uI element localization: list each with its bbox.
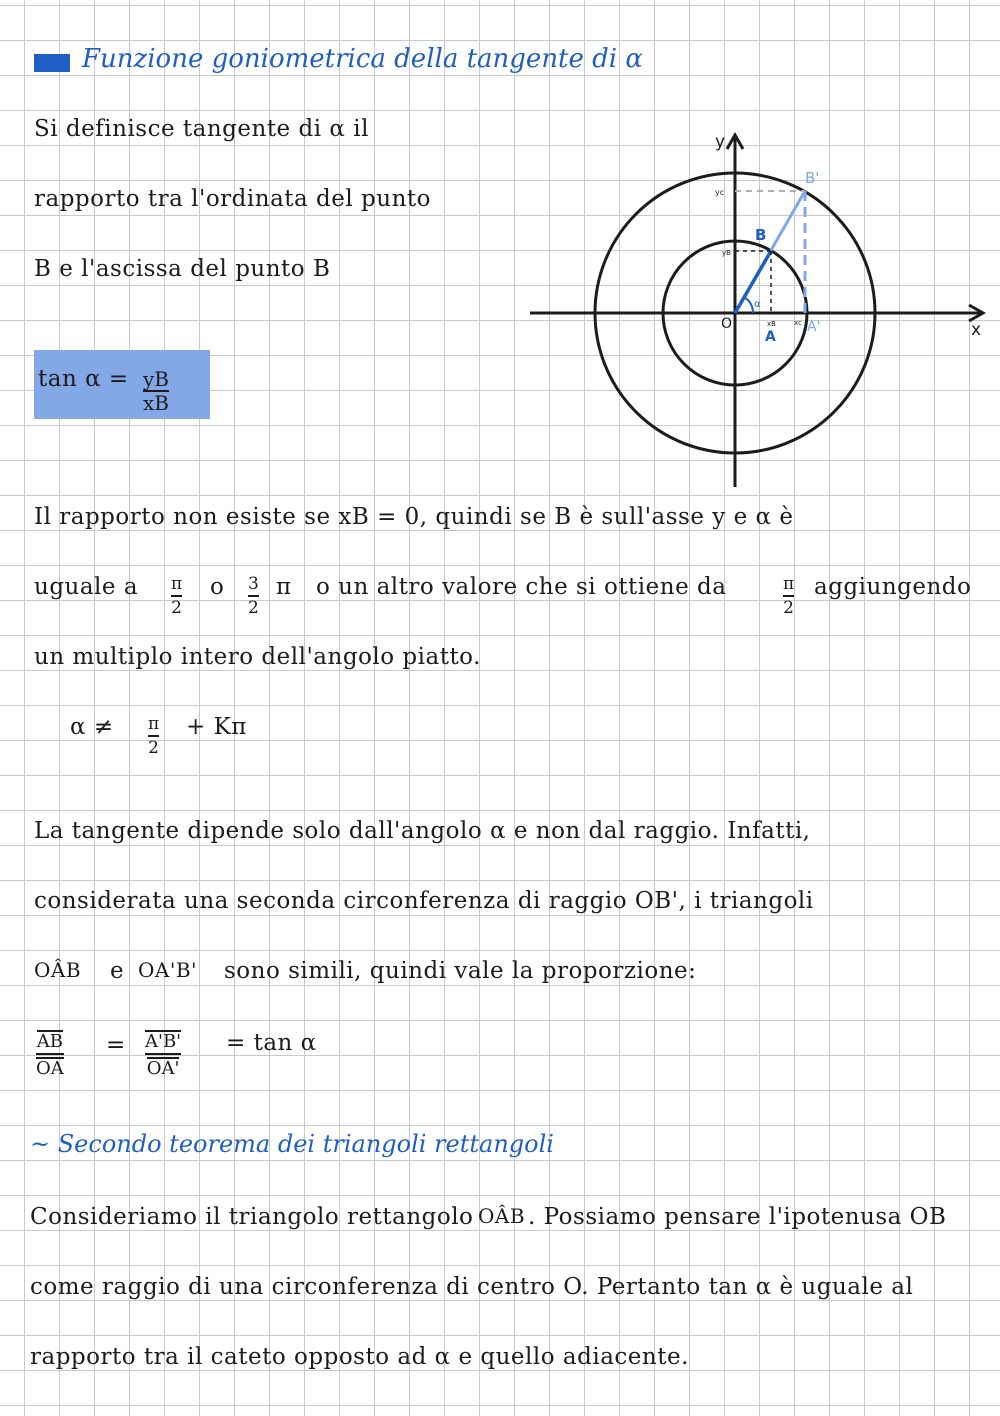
theorem-line-1a: Consideriamo il triangolo rettangolo xyxy=(30,1204,474,1230)
tick-yc-label: yc xyxy=(715,188,725,197)
origin-label: O xyxy=(721,316,733,332)
title-marker xyxy=(34,54,70,72)
tick-yb-label: yB xyxy=(722,249,731,257)
condition-lhs: α ≠ xyxy=(70,714,114,740)
definition-line-3: B e l'ascissa del punto B xyxy=(34,256,331,282)
independence-line-2: considerata una seconda circonferenza di raggio OB', i triangoli xyxy=(34,888,814,914)
proportion-eq-1: = xyxy=(106,1032,126,1058)
definition-line-2: rapporto tra l'ordinata del punto xyxy=(34,186,431,212)
nonexist-line-1: Il rapporto non esiste se xB = 0, quindi se B è sull'asse y e α è xyxy=(34,504,794,530)
axis-y-label: y xyxy=(715,132,726,152)
axis-x-label: x xyxy=(971,320,982,340)
triangles-and: e xyxy=(110,958,125,984)
theorem-line-3: rapporto tra il cateto opposto ad α e quello adiacente. xyxy=(30,1344,689,1370)
section-title: Funzione goniometrica della tangente di α xyxy=(82,44,643,74)
segment-oa-prime: OA' xyxy=(146,1058,180,1079)
formula-denominator: xB xyxy=(143,391,169,415)
triangle-oab-prime xyxy=(138,958,197,982)
theorem-line-1b: . Possiamo pensare l'ipotenusa OB xyxy=(528,1204,947,1230)
subsection-title: ~ Secondo teorema dei triangoli rettangoli xyxy=(30,1130,554,1158)
formula-numerator: yB xyxy=(143,367,169,391)
segment-ab: AB xyxy=(36,1031,63,1052)
triangle-oab-prime-label: OA'B' xyxy=(138,958,198,982)
point-a-prime-label: A' xyxy=(807,319,821,335)
angle-label: α xyxy=(754,299,761,310)
frac-pi-over-2-a: π 2 xyxy=(171,574,183,618)
proportion-frac-1 xyxy=(36,1030,64,1078)
frac-3-over-2: 3 2 xyxy=(248,574,259,618)
formula-lhs: tan α = xyxy=(38,366,129,392)
segment-oa: OA xyxy=(36,1058,64,1079)
point-b-label: B xyxy=(755,226,767,244)
unit-circle-figure xyxy=(525,125,1000,490)
coordinate-axes xyxy=(530,135,983,487)
tick-xb-label: xB xyxy=(767,320,776,328)
formula-fraction xyxy=(143,367,169,415)
tick-xc-label: xc xyxy=(794,319,802,327)
nonexist-pi: π xyxy=(276,574,292,600)
condition-rhs: + Kπ xyxy=(186,714,247,740)
independence-line-1: La tangente dipende solo dall'angolo α e non dal raggio. Infatti, xyxy=(34,818,811,844)
theorem-line-2: come raggio di una circonferenza di centro O. Pertanto tan α è uguale al xyxy=(30,1274,914,1300)
nonexist-line-2a: uguale a xyxy=(34,574,139,600)
theorem-triangle xyxy=(478,1204,525,1228)
nonexist-or-1: o xyxy=(210,574,225,600)
segment-ob xyxy=(735,251,771,313)
similar-text: sono simili, quindi vale la proporzione: xyxy=(224,958,697,984)
frac-pi-over-2-b: π 2 xyxy=(783,574,795,618)
theorem-triangle-label: OÂB xyxy=(478,1204,526,1228)
nonexist-line-3: un multiplo intero dell'angolo piatto. xyxy=(34,644,481,670)
condition-fraction: π 2 xyxy=(148,714,160,758)
angle-arc xyxy=(744,297,753,313)
nonexist-line-2c: aggiungendo xyxy=(814,574,972,600)
triangle-oab-label: OÂB xyxy=(34,958,82,982)
point-b-prime-label: B' xyxy=(805,169,820,187)
proportion-frac-2 xyxy=(145,1030,181,1078)
nonexist-line-2b: o un altro valore che si ottiene da xyxy=(316,574,727,600)
proportion-eq-2: = tan α xyxy=(226,1030,317,1056)
triangle-oab xyxy=(34,958,81,982)
point-a-label: A xyxy=(765,329,776,345)
segment-a-prime-b-prime: A'B' xyxy=(145,1031,182,1052)
definition-line-1: Si definisce tangente di α il xyxy=(34,116,369,142)
